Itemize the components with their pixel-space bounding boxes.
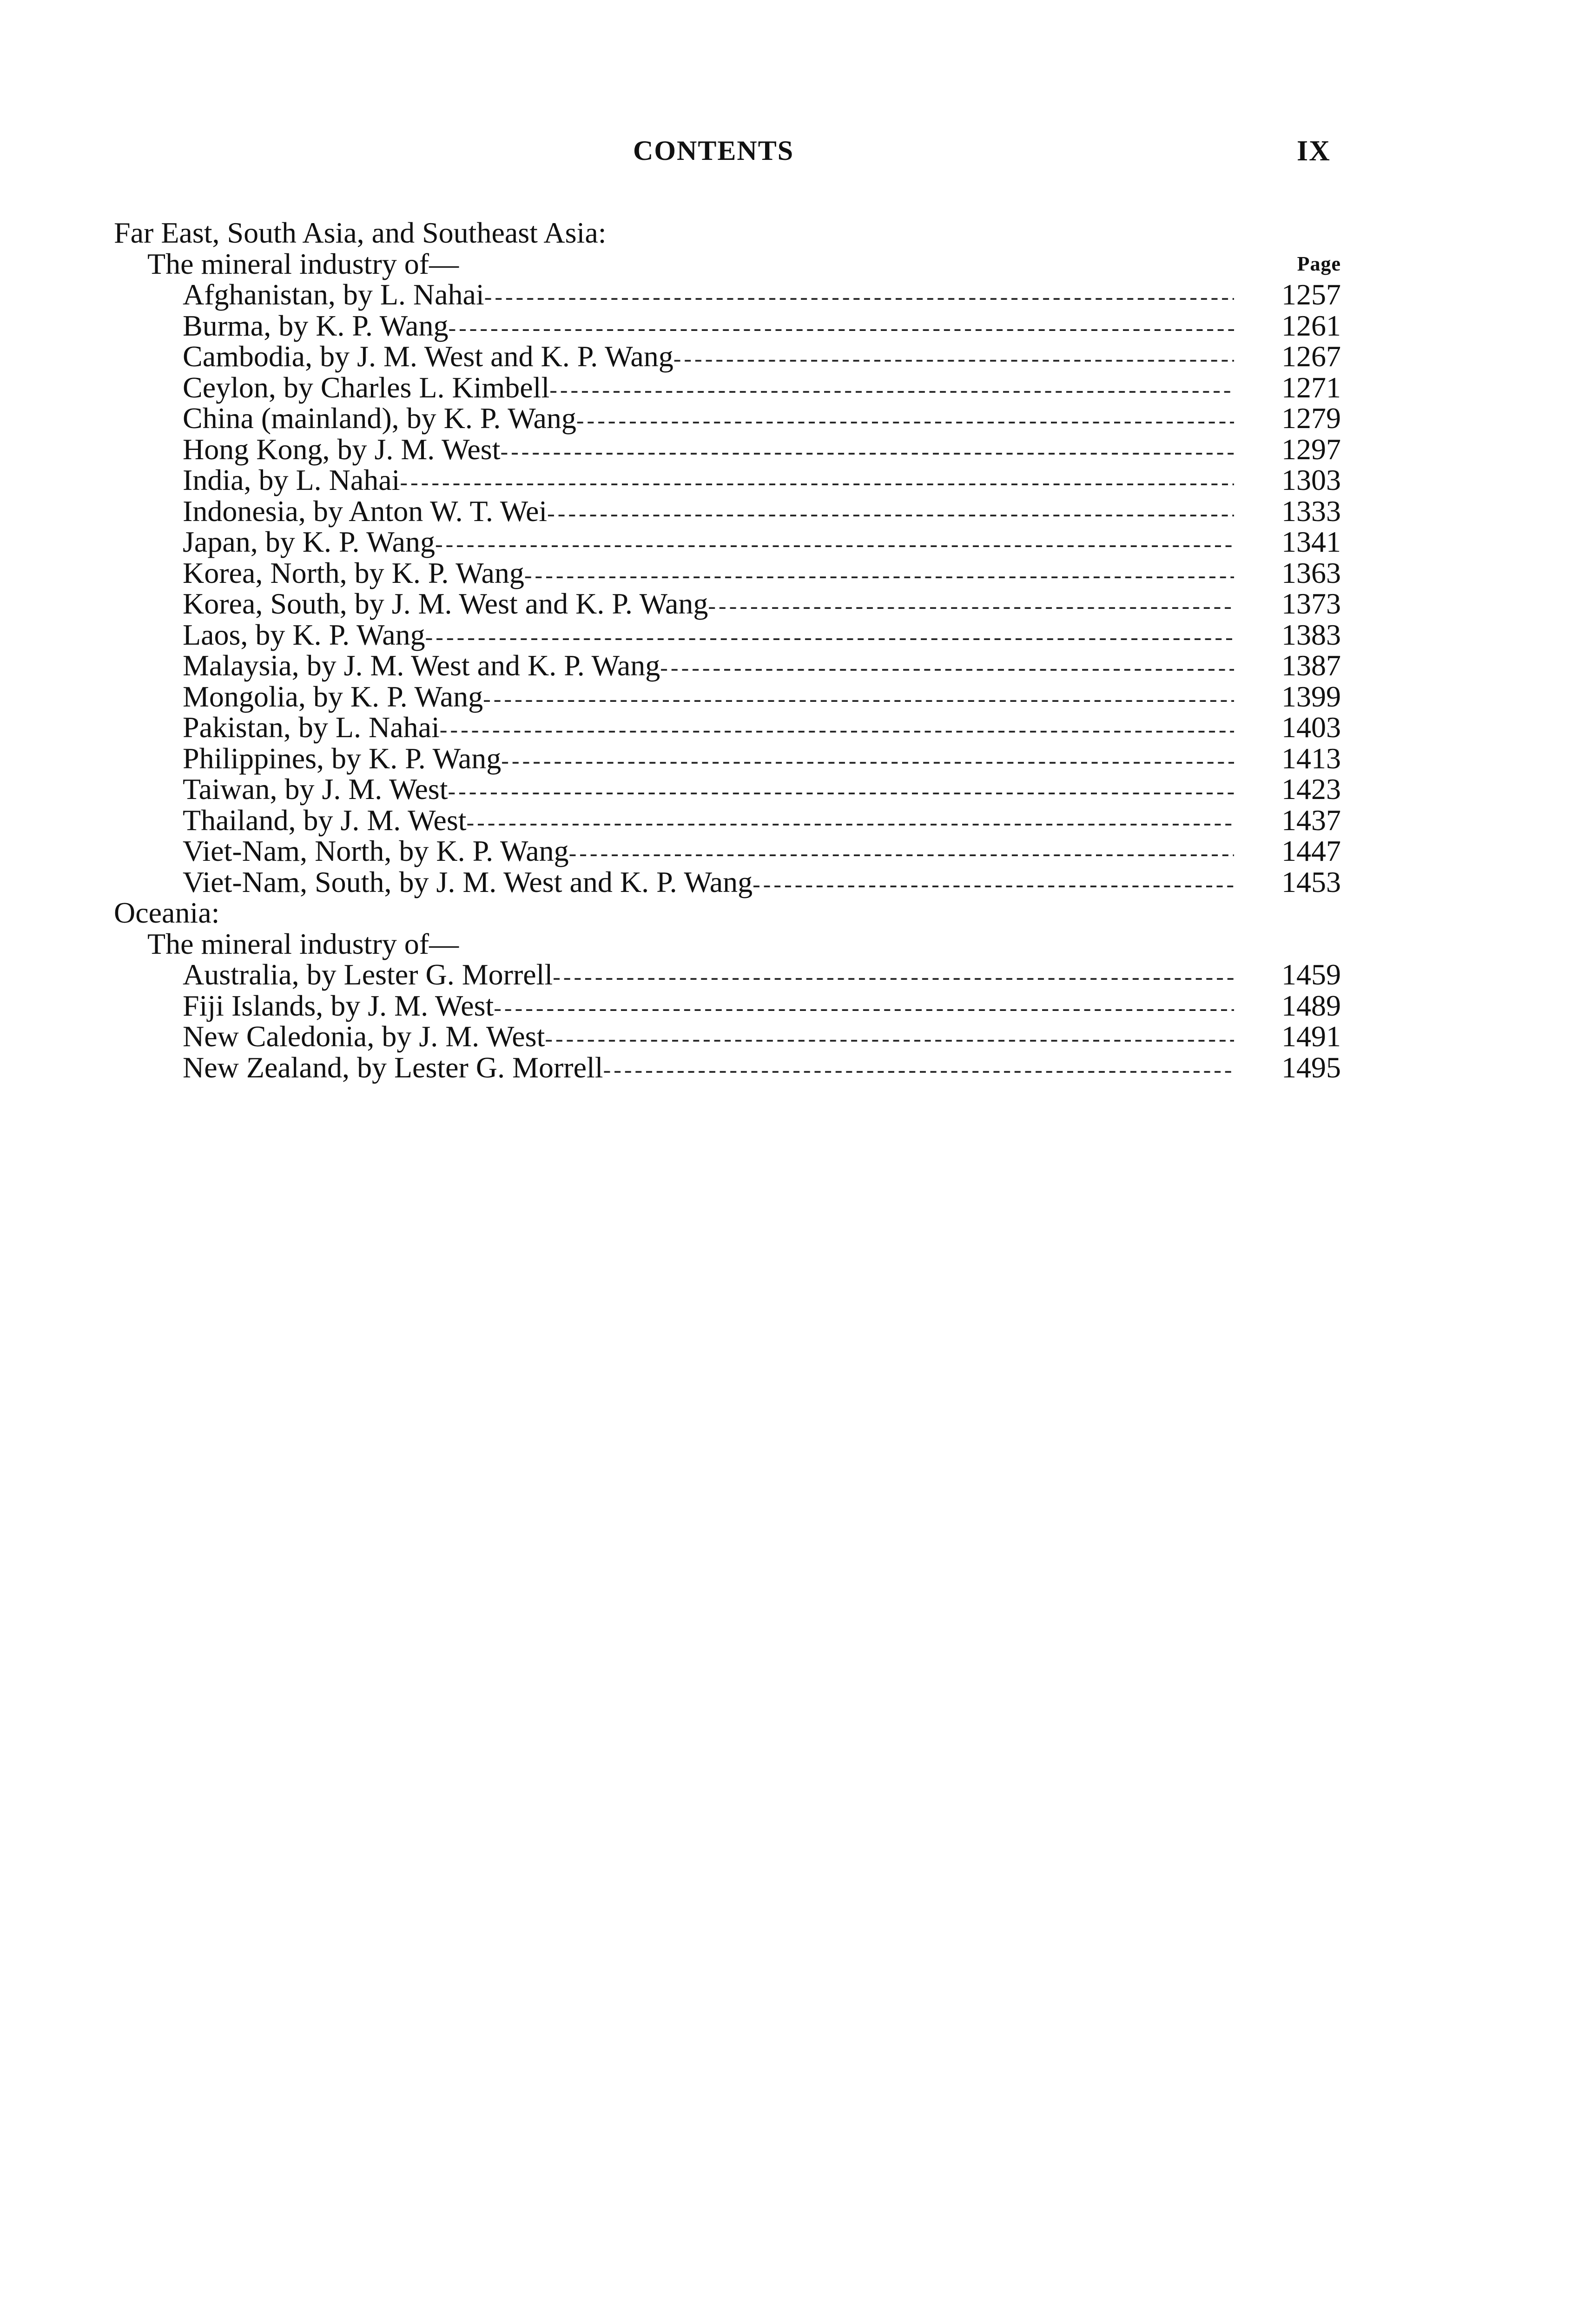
dot-leader bbox=[547, 498, 1234, 529]
section-heading: Oceania: bbox=[114, 896, 220, 929]
dot-leader bbox=[524, 560, 1234, 591]
entry-page-number: 1261 bbox=[1281, 309, 1341, 342]
entry-title: New Caledonia, by J. M. West bbox=[183, 1020, 545, 1053]
dot-leader bbox=[440, 714, 1234, 745]
toc-entry[interactable] bbox=[114, 527, 1341, 558]
entry-title: Cambodia, by J. M. West and K. P. Wang bbox=[183, 340, 673, 373]
page-column-label: Page bbox=[1297, 252, 1341, 275]
dot-leader bbox=[708, 590, 1234, 621]
entry-page-number: 1279 bbox=[1281, 402, 1341, 435]
page-number: IX bbox=[1297, 135, 1331, 167]
toc-entry[interactable] bbox=[114, 403, 1341, 434]
toc-entry[interactable] bbox=[114, 465, 1341, 496]
dot-leader bbox=[545, 1023, 1234, 1054]
entry-title: Viet-Nam, North, by K. P. Wang bbox=[183, 834, 569, 867]
entry-page-number: 1303 bbox=[1281, 463, 1341, 496]
toc-entry[interactable] bbox=[114, 558, 1341, 589]
page-header bbox=[0, 135, 1591, 177]
dot-leader bbox=[425, 621, 1234, 653]
entry-title: New Zealand, by Lester G. Morrell bbox=[183, 1050, 603, 1084]
entry-title: Korea, North, by K. P. Wang bbox=[183, 556, 524, 589]
entry-title: Laos, by K. P. Wang bbox=[183, 618, 425, 651]
page-title: CONTENTS bbox=[633, 135, 794, 166]
dot-leader bbox=[448, 312, 1234, 343]
entry-title: Indonesia, by Anton W. T. Wei bbox=[183, 494, 548, 528]
entry-title: Mongolia, by K. P. Wang bbox=[183, 680, 483, 713]
dot-leader bbox=[448, 776, 1234, 807]
dot-leader bbox=[435, 528, 1234, 560]
toc-entry[interactable] bbox=[114, 310, 1341, 342]
entry-title: Malaysia, by J. M. West and K. P. Wang bbox=[183, 649, 660, 682]
section-heading: Far East, South Asia, and Southeast Asia: bbox=[114, 216, 607, 249]
dot-leader bbox=[467, 807, 1235, 838]
dot-leader bbox=[576, 405, 1234, 436]
entry-title: Thailand, by J. M. West bbox=[183, 803, 467, 837]
entry-title: Fiji Islands, by J. M. West bbox=[183, 989, 494, 1022]
entry-page-number: 1363 bbox=[1281, 556, 1341, 589]
toc-entry[interactable] bbox=[114, 279, 1341, 310]
dot-leader bbox=[549, 374, 1234, 405]
entry-title: Burma, by K. P. Wang bbox=[183, 309, 449, 342]
entry-page-number: 1267 bbox=[1281, 340, 1341, 373]
dot-leader bbox=[483, 683, 1234, 714]
dot-leader bbox=[660, 652, 1234, 683]
entry-page-number: 1297 bbox=[1281, 432, 1341, 466]
toc-entry[interactable] bbox=[114, 341, 1341, 372]
subheading-text: The mineral industry of— bbox=[147, 247, 459, 280]
entry-page-number: 1383 bbox=[1281, 618, 1341, 651]
dot-leader bbox=[494, 992, 1234, 1023]
section-subheading: The mineral industry of— bbox=[147, 927, 459, 960]
section-subheading bbox=[114, 249, 1341, 280]
dot-leader bbox=[673, 343, 1234, 374]
entry-title: China (mainland), by K. P. Wang bbox=[183, 402, 576, 435]
entry-page-number: 1399 bbox=[1281, 680, 1341, 713]
entry-title: Hong Kong, by J. M. West bbox=[183, 432, 501, 466]
entry-page-number: 1447 bbox=[1281, 834, 1341, 867]
toc-entry[interactable] bbox=[114, 372, 1341, 403]
toc-entry[interactable] bbox=[114, 805, 1341, 836]
entry-page-number: 1491 bbox=[1281, 1020, 1341, 1053]
dot-leader bbox=[753, 869, 1234, 900]
dot-leader bbox=[501, 745, 1234, 776]
entry-title: Ceylon, by Charles L. Kimbell bbox=[183, 370, 550, 404]
toc-entry[interactable] bbox=[114, 496, 1341, 527]
entry-page-number: 1341 bbox=[1281, 525, 1341, 558]
toc-entry[interactable] bbox=[114, 434, 1341, 465]
toc-entry[interactable] bbox=[114, 681, 1341, 713]
entry-page-number: 1489 bbox=[1281, 989, 1341, 1022]
toc-entry[interactable] bbox=[114, 588, 1341, 620]
entry-page-number: 1387 bbox=[1281, 649, 1341, 682]
toc-entry[interactable] bbox=[114, 743, 1341, 774]
entry-title: India, by L. Nahai bbox=[183, 463, 400, 496]
dot-leader bbox=[553, 961, 1234, 992]
toc-entry[interactable] bbox=[114, 836, 1341, 867]
dot-leader bbox=[569, 838, 1234, 869]
entry-page-number: 1403 bbox=[1281, 711, 1341, 744]
dot-leader bbox=[500, 436, 1234, 467]
entry-page-number: 1453 bbox=[1281, 865, 1341, 898]
entry-page-number: 1271 bbox=[1281, 370, 1341, 404]
entry-title: Taiwan, by J. M. West bbox=[183, 772, 448, 805]
entry-title: Australia, by Lester G. Morrell bbox=[183, 958, 553, 991]
table-of-contents bbox=[114, 218, 1341, 1083]
entry-page-number: 1373 bbox=[1281, 587, 1341, 620]
entry-title: Japan, by K. P. Wang bbox=[183, 525, 435, 558]
entry-title: Viet-Nam, South, by J. M. West and K. P. Wang bbox=[183, 865, 753, 898]
toc-entry[interactable] bbox=[114, 650, 1341, 681]
entry-title: Philippines, by K. P. Wang bbox=[183, 741, 502, 775]
toc-entry[interactable] bbox=[114, 1021, 1341, 1052]
entry-title: Pakistan, by L. Nahai bbox=[183, 711, 440, 744]
toc-entry[interactable] bbox=[114, 959, 1341, 990]
dot-leader bbox=[400, 467, 1234, 498]
toc-entry[interactable] bbox=[114, 620, 1341, 651]
entry-page-number: 1257 bbox=[1281, 278, 1341, 311]
entry-title: Korea, South, by J. M. West and K. P. Wang bbox=[183, 587, 708, 620]
toc-entry[interactable] bbox=[114, 867, 1341, 898]
entry-page-number: 1413 bbox=[1281, 741, 1341, 775]
entry-title: Afghanistan, by L. Nahai bbox=[183, 278, 484, 311]
dot-leader bbox=[484, 281, 1234, 312]
toc-entry[interactable] bbox=[114, 712, 1341, 743]
toc-entry[interactable] bbox=[114, 990, 1341, 1022]
entry-page-number: 1495 bbox=[1281, 1050, 1341, 1084]
entry-page-number: 1423 bbox=[1281, 772, 1341, 805]
toc-entry[interactable] bbox=[114, 774, 1341, 805]
entry-page-number: 1459 bbox=[1281, 958, 1341, 991]
dot-leader bbox=[603, 1054, 1234, 1085]
entry-page-number: 1437 bbox=[1281, 803, 1341, 837]
entry-page-number: 1333 bbox=[1281, 494, 1341, 528]
toc-entry[interactable] bbox=[114, 1052, 1341, 1083]
